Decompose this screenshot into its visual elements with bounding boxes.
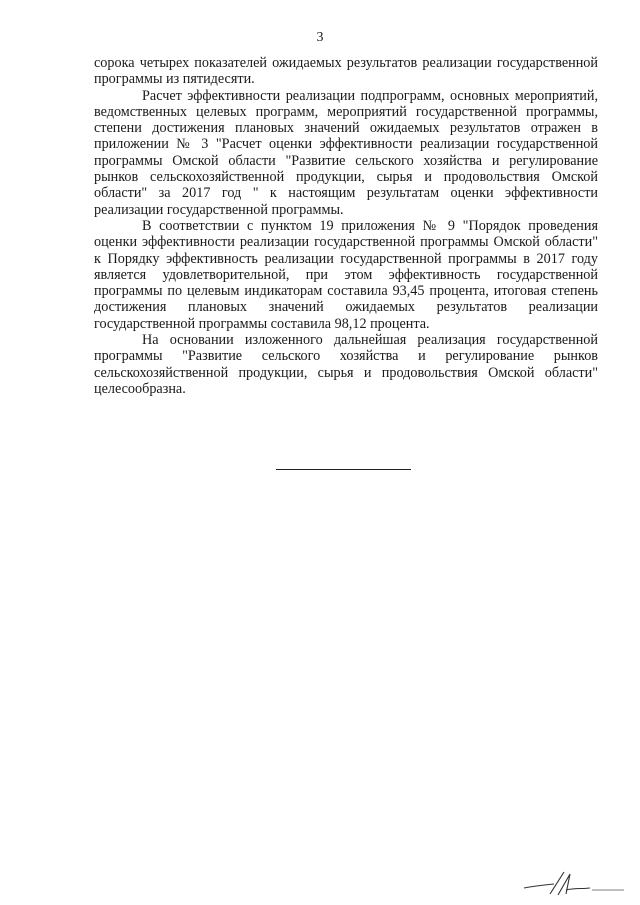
document-body (94, 55, 598, 397)
paragraph-2: Расчет эффективности реализации подпрограмм, основных мероприятий, ведомственных целевых программ, мероприятий государственной программы, степени достижения плановых значений ожидаемых результатов отражен в приложении № 3 "Расчет оценки эффективности реализации государственной программы Омской области "Развитие сельского хозяйства и регулирование рынков сельскохозяйственной продукции, сырья и продовольствия Омской области" за 2017 год " к настоящим результатам оценки эффективности реализации государственной программы. (94, 87, 598, 218)
paragraph-1: сорока четырех показателей ожидаемых результатов реализации государственной программы из пятидесяти. (94, 55, 598, 88)
paragraph-4: На основании изложенного дальнейшая реализация государственной программы "Развитие сельского хозяйства и регулирование рынков сельскохозяйственной продукции, сырья и продовольствия Омской области" целесообразна. (94, 332, 598, 397)
signature-mark (520, 868, 630, 900)
closing-rule (276, 469, 411, 470)
page-number: 3 (316, 30, 324, 45)
paragraph-3: В соответствии с пунктом 19 приложения № 9 "Порядок проведения оценки эффективности реализации государственной программы Омской области" к Порядку эффективность реализации государственной программы в 2017 году является удовлетворительной, при этом эффективность государственной программы по целевым индикаторам составила 93,45 процента, итоговая степень достижения плановых значений ожидаемых результатов реализации государственной программы составила 98,12 процента. (94, 217, 598, 332)
